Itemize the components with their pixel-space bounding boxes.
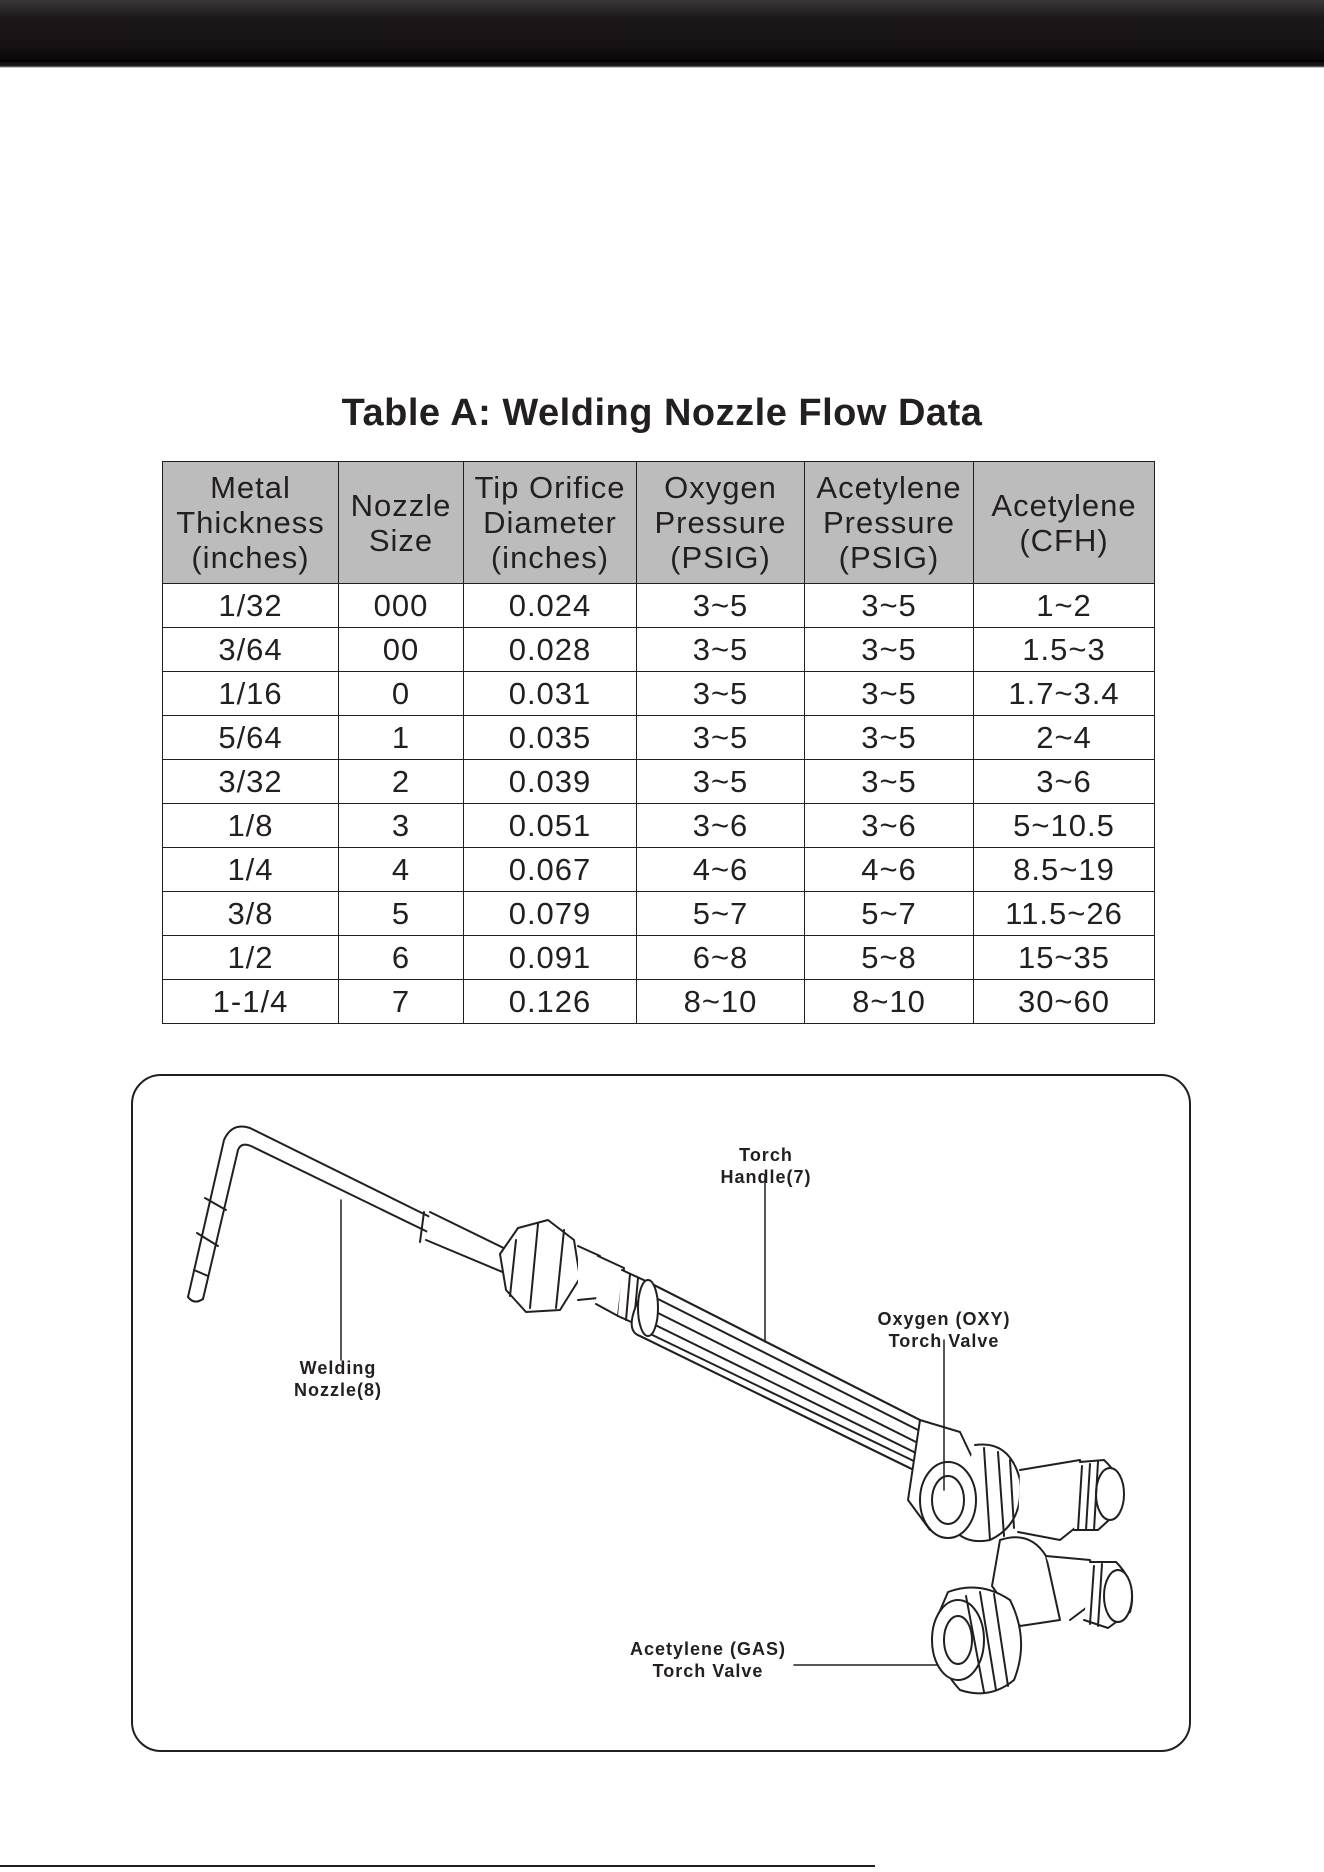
- table-cell: 0.028: [464, 628, 637, 672]
- table-cell: 4~6: [637, 848, 805, 892]
- table-cell: 1.7~3.4: [974, 672, 1155, 716]
- table-cell: 8~10: [637, 980, 805, 1024]
- table-cell: 3~5: [805, 628, 974, 672]
- table-cell: 2: [339, 760, 464, 804]
- table-cell: 1/16: [163, 672, 339, 716]
- table-cell: 0.067: [464, 848, 637, 892]
- table-cell: 3~6: [805, 804, 974, 848]
- header-metal-thickness: Metal Thickness (inches): [163, 462, 339, 584]
- table-cell: 0: [339, 672, 464, 716]
- table-cell: 5/64: [163, 716, 339, 760]
- table-cell: 11.5~26: [974, 892, 1155, 936]
- oxygen-valve-label: Oxygen (OXY) Torch Valve: [877, 1309, 1011, 1351]
- table-cell: 6: [339, 936, 464, 980]
- table-cell: 1/8: [163, 804, 339, 848]
- table-cell: 1/4: [163, 848, 339, 892]
- header-oxygen-pressure: Oxygen Pressure (PSIG): [637, 462, 805, 584]
- table-cell: 000: [339, 584, 464, 628]
- table-cell: 3~5: [805, 716, 974, 760]
- header-nozzle-size: Nozzle Size: [339, 462, 464, 584]
- table-cell: 0.079: [464, 892, 637, 936]
- table-cell: 0.126: [464, 980, 637, 1024]
- table-cell: 1-1/4: [163, 980, 339, 1024]
- table-cell: 3~5: [805, 672, 974, 716]
- table-cell: 8.5~19: [974, 848, 1155, 892]
- table-cell: 0.035: [464, 716, 637, 760]
- table-cell: 3~5: [805, 760, 974, 804]
- table-cell: 0.091: [464, 936, 637, 980]
- page-title: Table A: Welding Nozzle Flow Data: [341, 392, 983, 434]
- torch-handle-label: Torch Handle(7): [720, 1145, 812, 1187]
- table-cell: 1~2: [974, 584, 1155, 628]
- table-cell: 15~35: [974, 936, 1155, 980]
- table-cell: 5~10.5: [974, 804, 1155, 848]
- welding-nozzle-drawing: [188, 1127, 520, 1302]
- table-cell: 5: [339, 892, 464, 936]
- table-cell: 2~4: [974, 716, 1155, 760]
- table-cell: 00: [339, 628, 464, 672]
- table-cell: 1/2: [163, 936, 339, 980]
- table-cell: 3~5: [637, 672, 805, 716]
- table-cell: 30~60: [974, 980, 1155, 1024]
- table-cell: 3~5: [637, 760, 805, 804]
- table-cell: 4: [339, 848, 464, 892]
- header-acetylene-cfh: Acetylene (CFH): [974, 462, 1155, 584]
- table-cell: 3~6: [637, 804, 805, 848]
- table-cell: 3~5: [637, 628, 805, 672]
- header-tip-orifice-diameter: Tip Orifice Diameter (inches): [464, 462, 637, 584]
- table-cell: 3~5: [805, 584, 974, 628]
- table-cell: 3/64: [163, 628, 339, 672]
- table-cell: 0.031: [464, 672, 637, 716]
- table-cell: 8~10: [805, 980, 974, 1024]
- table-cell: 6~8: [637, 936, 805, 980]
- hex-nut-drawing: [500, 1220, 600, 1312]
- header-acetylene-pressure: Acetylene Pressure (PSIG): [805, 462, 974, 584]
- table-cell: 4~6: [805, 848, 974, 892]
- table-cell: 7: [339, 980, 464, 1024]
- acetylene-valve-drawing: [932, 1537, 1132, 1693]
- table-cell: 1: [339, 716, 464, 760]
- table-cell: 3~5: [637, 716, 805, 760]
- table-cell: 3/8: [163, 892, 339, 936]
- footer-rule: [0, 1865, 875, 1867]
- table-cell: 0.024: [464, 584, 637, 628]
- table-cell: 5~7: [637, 892, 805, 936]
- table-cell: 3: [339, 804, 464, 848]
- welding-nozzle-label: Welding Nozzle(8): [293, 1358, 382, 1400]
- oxygen-valve-drawing: [908, 1420, 1124, 1541]
- table-cell: 3~5: [637, 584, 805, 628]
- table-cell: 5~7: [805, 892, 974, 936]
- table-cell: 3/32: [163, 760, 339, 804]
- table-cell: 3~6: [974, 760, 1155, 804]
- table-cell: 1.5~3: [974, 628, 1155, 672]
- acetylene-valve-label: Acetylene (GAS) Torch Valve: [629, 1639, 787, 1681]
- table-cell: 0.051: [464, 804, 637, 848]
- table-cell: 5~8: [805, 936, 974, 980]
- table-cell: 1/32: [163, 584, 339, 628]
- table-cell: 0.039: [464, 760, 637, 804]
